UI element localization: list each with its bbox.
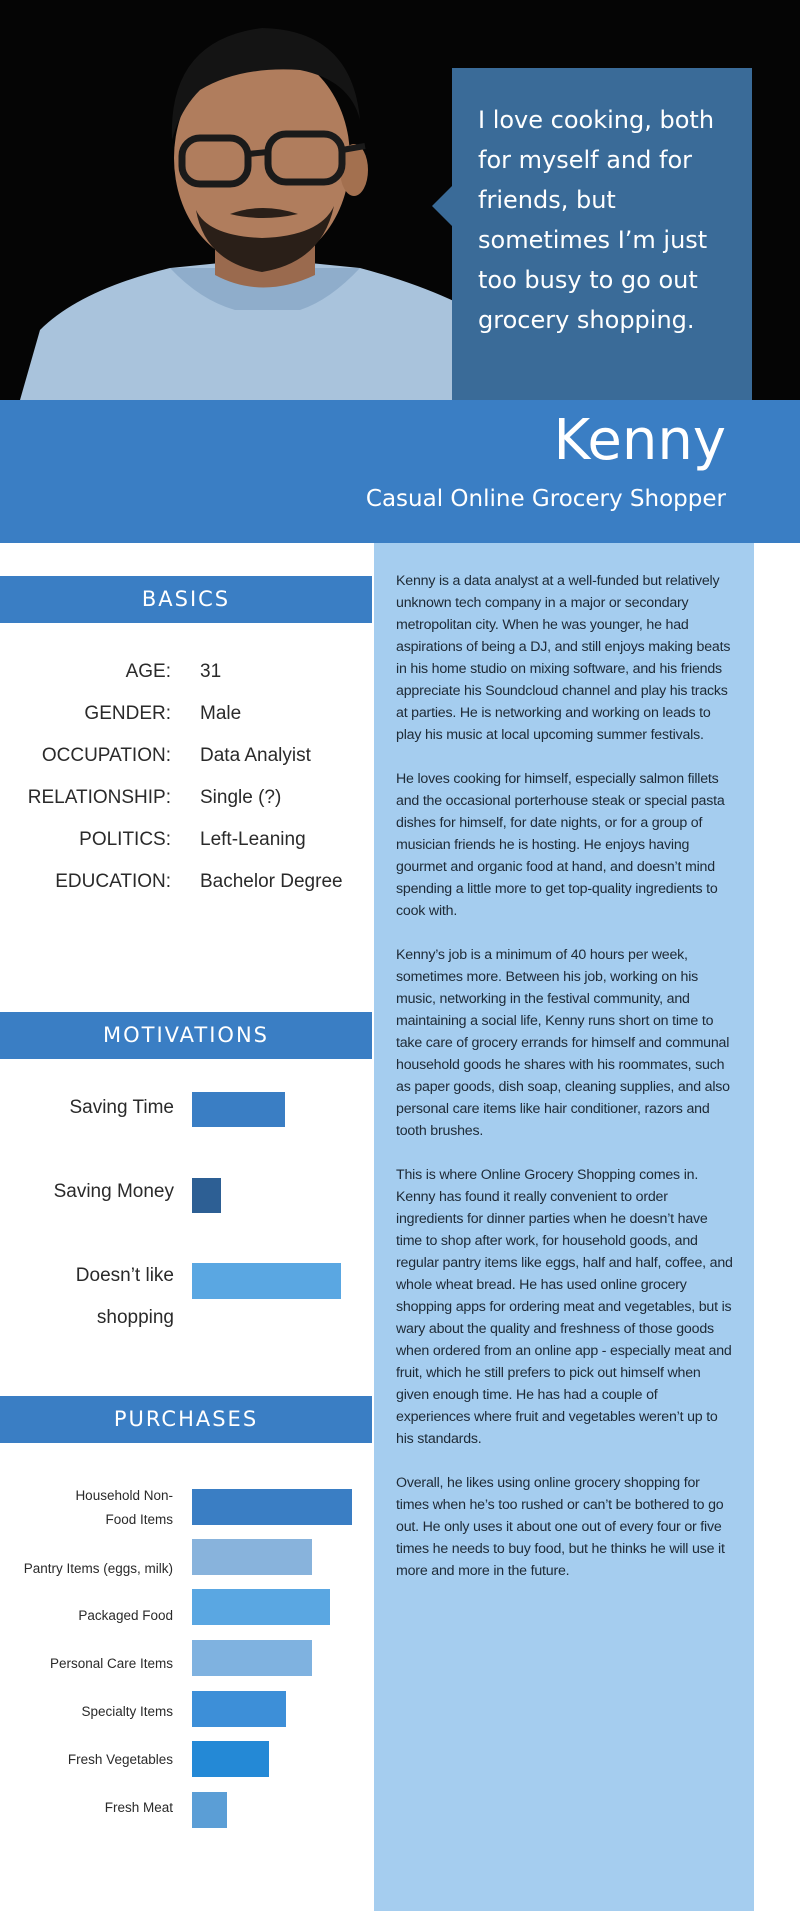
story-paragraph: He loves cooking for himself, especially salmon fillets and the occasional porterhouse steak or special pasta dishes for himself, for date nights, or for a group of musician friends he is hosting. He enjoys having gourmet and organic food at hand, and doesn’t mind spending a little more to get top-quality ingredients to cook with.	[396, 771, 725, 919]
quote-callout	[452, 68, 752, 400]
persona-quote: I love cooking, both for myself and for friends, but sometimes I’m just too busy to go out grocery shopping.	[478, 106, 715, 334]
purchase-label: Fresh Vegetables	[67, 1752, 173, 1767]
motivation-bar-saving-time	[192, 1092, 285, 1127]
story-paragraph: Kenny is a data analyst at a well-funded but relatively unknown tech company in a major or secondary metropolitan city. When he was younger, he had aspirations of being a DJ, and still enjoys making beats in his home studio on mixing software, and his friends appreciate his Soundcloud channel and play his tracks at parties. He is networking and working on leads to play his music at local upcoming summer festivals.	[396, 573, 731, 743]
basics-value: 31	[200, 661, 222, 682]
purchase-label: Packaged Food	[78, 1608, 173, 1623]
purchase-label-line2: Food Items	[105, 1512, 173, 1527]
motivation-label: Saving Time	[69, 1097, 174, 1118]
basics-row-occupation	[0, 737, 372, 777]
purchase-bar-personal-care	[192, 1640, 312, 1676]
motivations-header: MOTIVATIONS	[0, 1012, 372, 1059]
basics-row-relationship	[0, 779, 372, 819]
basics-value: Male	[200, 703, 242, 724]
story-paragraph: Kenny’s job is a minimum of 40 hours per week, sometimes more. Between his job, working on his music, networking in the festival community, and maintaining a social life, Kenny runs short on time to take care of grocery errands for himself and communal household goods he shares with his roommates, such as paper goods, dish soap, cleaning supplies, and also personal care items like hair conditioner, razors and tooth brushes.	[396, 947, 730, 1139]
story-paragraph: This is where Online Grocery Shopping comes in. Kenny has found it really convenient to order ingredients for dinner parties when he doesn’t have time to shop after work, for household goods, and regular pantry items like eggs, half and half, coffee, and whole wheat bread. He has used online grocery shopping apps for ordering meat and vegetables, but is wary about the quality and freshness of those goods when ordered from an online app - especially meat and fruit, which he still prefers to pick out himself when given enough time. He has had a couple of experiences where fruit and vegetables weren’t up to his standards.	[396, 1167, 733, 1447]
purchase-bar-fresh-meat	[192, 1792, 227, 1828]
persona-role: Casual Online Grocery Shopper	[365, 486, 726, 512]
persona-story	[374, 543, 754, 1911]
basics-value: Bachelor Degree	[200, 871, 343, 892]
persona-name-band	[0, 400, 800, 543]
purchase-label: Fresh Meat	[104, 1800, 173, 1815]
basics-label: POLITICS:	[79, 829, 171, 850]
motivation-bar-saving-money	[192, 1178, 221, 1213]
basics-value: Single (?)	[200, 787, 282, 808]
basics-value: Left-Leaning	[200, 829, 306, 850]
basics-label: GENDER:	[84, 703, 171, 724]
purchase-bar-pantry	[192, 1539, 312, 1575]
motivation-label: Saving Money	[53, 1181, 174, 1202]
purchase-bar-packaged	[192, 1589, 330, 1625]
purchase-label: Personal Care Items	[49, 1656, 173, 1671]
persona-name: Kenny	[553, 408, 726, 473]
story-paragraph: Overall, he likes using online grocery shopping for times when he’s too rushed or can’t be bothered to go out. He only uses it about one out of every four or five times he needs to buy food, but he thinks he will use it more and more in the future.	[396, 1475, 725, 1579]
basics-label: EDUCATION:	[55, 871, 171, 892]
basics-header: BASICS	[0, 576, 372, 623]
purchase-label: Specialty Items	[81, 1704, 173, 1719]
basics-row-education	[0, 863, 372, 903]
purchase-bar-household	[192, 1489, 352, 1525]
motivation-label: Doesn’t like	[75, 1265, 174, 1286]
basics-value: Data Analyist	[200, 745, 311, 766]
purchase-label: Household Non-	[75, 1488, 173, 1503]
purchases-header: PURCHASES	[0, 1396, 372, 1443]
purchase-bar-specialty	[192, 1691, 286, 1727]
basics-label: AGE:	[125, 661, 171, 682]
basics-label: RELATIONSHIP:	[27, 787, 171, 808]
basics-row-age	[0, 653, 372, 693]
purchase-bar-fresh-vegetables	[192, 1741, 269, 1777]
basics-label: OCCUPATION:	[41, 745, 171, 766]
basics-row-politics	[0, 821, 372, 861]
motivation-bar-doesnt-like-shopping	[192, 1263, 341, 1299]
motivation-label-line2: shopping	[96, 1307, 174, 1328]
purchase-label: Pantry Items (eggs, milk)	[23, 1561, 173, 1576]
basics-row-gender	[0, 695, 372, 735]
hero-banner	[0, 0, 800, 400]
